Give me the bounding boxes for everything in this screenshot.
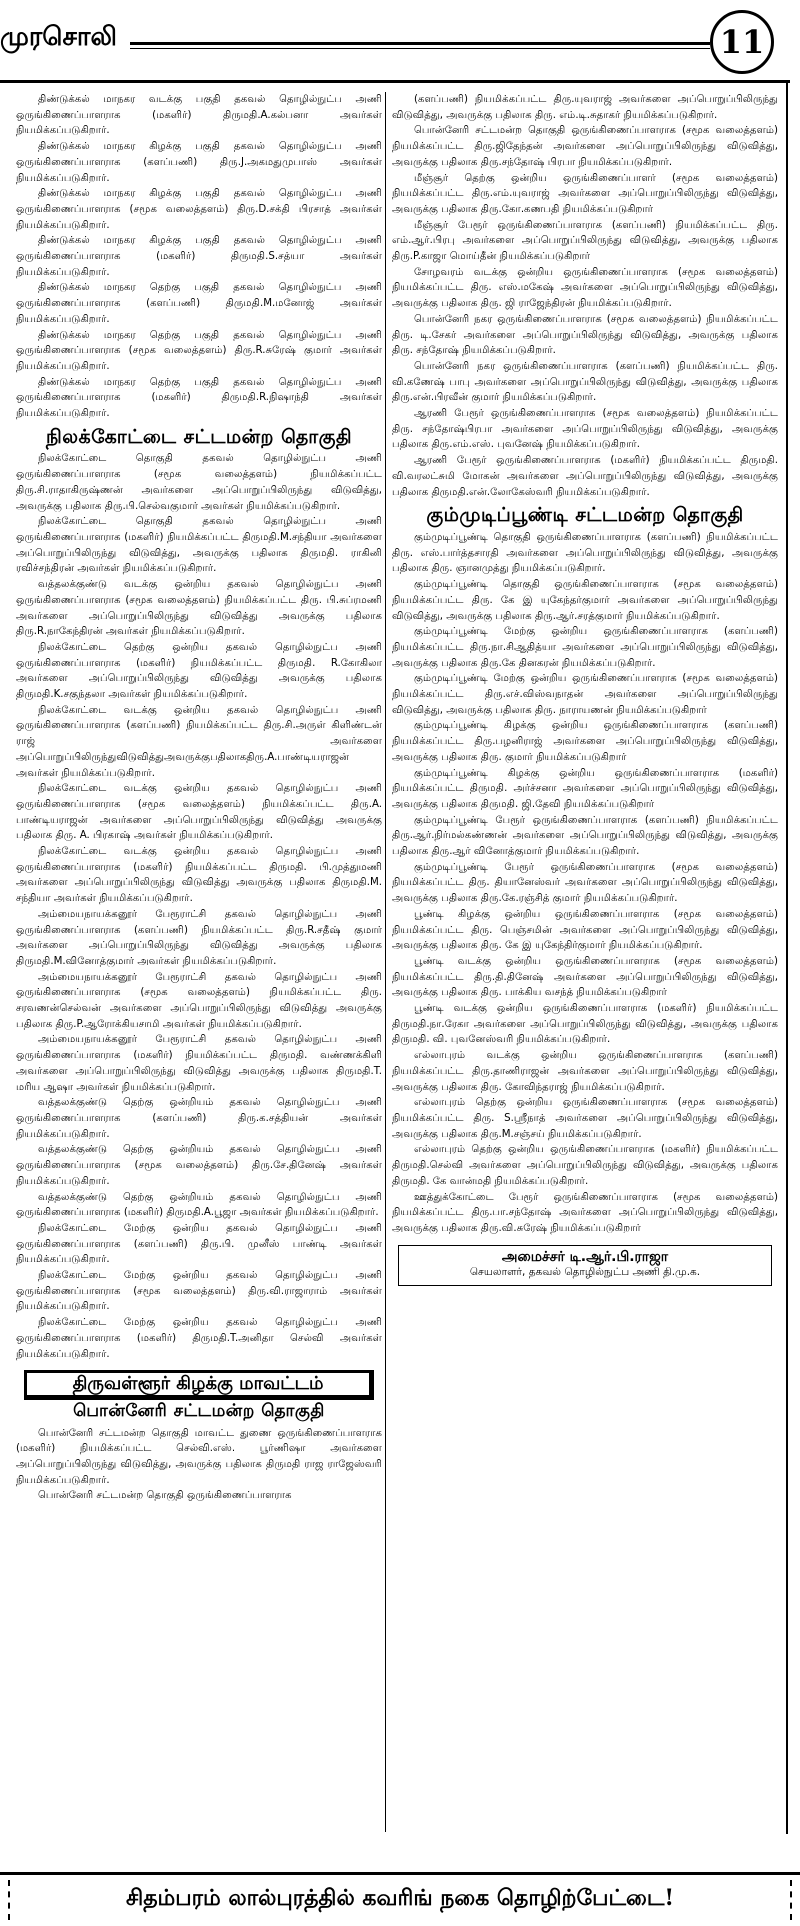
paragraph: கும்முடிப்பூண்டி தொகுதி ஒருங்கிணைப்பாளராக (சமூக வலைத்தளம்) நியமிக்கப்பட்ட திரு. கே இ யுகேந்தர்குமார் அவர்களை அப்பொறுப்பிலிருந்து விடுவித்து, அவருக்கு பதிலாக திரு.ஆர்.சரத்குமார் நியமிக்கப்படுகிறார். bbox=[392, 579, 778, 622]
paragraph: திண்டுக்கல் மாநகர கிழக்கு பகுதி தகவல் தொழில்நுட்ப அணி ஒருங்கிணைப்பாளராக (சமூக வலைத்தளம்) திரு.D.சக்தி பிரசாத் அவர்கள் நியமிக்கப்படுகிறார். bbox=[16, 188, 382, 231]
paragraph: வத்தலக்குண்டு தெற்கு ஒன்றியம் தகவல் தொழில்நுட்ப அணி ஒருங்கிணைப்பாளராக (களப்பணி) திரு.க.சத்தியன் அவர்கள் நியமிக்கப்படுகிறார். bbox=[16, 1097, 382, 1140]
paragraph: எல்லாபுரம் வடக்கு ஒன்றிய ஒருங்கிணைப்பாளராக (களப்பணி) நியமிக்கப்பட்ட திரு.தாணிராஜன் அவர்களை அப்பொறுப்பிலிருந்து விடுவித்து, அவருக்கு பதிலாக திரு. கோவிந்தராஜ் நியமிக்கப்படுகிறார். bbox=[392, 1050, 778, 1093]
page-header bbox=[0, 0, 800, 82]
paragraph: பொன்னேரி நகர ஒருங்கிணைப்பாளராக (சமூக வலைத்தளம்) நியமிக்கப்பட்ட திரு. டி.சேகர் அவர்களை அப்பொறுப்பிலிருந்து விடுவித்து, அவருக்கு பதிலாக திரு. சந்தோஷ் நியமிக்கப்படுகிறார். bbox=[392, 313, 778, 357]
signature-box bbox=[398, 1245, 772, 1286]
paragraph: பொன்னேரி சட்டமன்ற தொகுதி ஒருங்கிணைப்பாளராக (சமூக வலைத்தளம்) நியமிக்கப்பட்ட திரு.ஜிதேந்தன் அவர்களை அப்பொறுப்பிலிருந்து விடுவித்து, அவருக்கு பதிலாக திரு.சந்தோஷ் பிரபா நியமிக்கப்படுகிறார். bbox=[392, 125, 778, 168]
header-rule-thin bbox=[130, 48, 710, 49]
paragraph: நிலக்கோட்டை தொகுதி தகவல் தொழில்நுட்ப அணி ஒருங்கிணைப்பாளராக (மகளிர்) நியமிக்கப்பட்ட திருமதி.M.சந்தியா அவர்களை அப்பொறுப்பிலிருந்து விடுவித்து, அவருக்கு பதிலாக திருமதி. ராகினி ரவிச்சந்திரன் அவர்கள் நியமிக்கப்படுகிறார். bbox=[16, 516, 382, 575]
signature-name: அமைச்சர் டி.ஆர்.பி.ராஜா bbox=[501, 1248, 669, 1265]
paragraph: ஆரணி பேரூர் ஒருங்கிணைப்பாளராக (சமூக வலைத்தளம்) நியமிக்கப்பட்ட திரு. சந்தோஷ்பிரபா அவர்களை அப்பொறுப்பிலிருந்து விடுவித்து, அவருக்கு பதிலாக திரு.எம்.எஸ். புவனேஷ் நியமிக்கப்படுகிறார். bbox=[392, 408, 778, 451]
bottom-rule bbox=[0, 1872, 800, 1875]
page-number: 11 bbox=[710, 10, 774, 74]
right-column bbox=[392, 92, 778, 1286]
paragraph: நிலக்கோட்டை மேற்கு ஒன்றிய தகவல் தொழில்நுட்ப அணி ஒருங்கிணைப்பாளராக (சமூக வலைத்தளம்) திரு.வி.ராஜாராம் அவர்கள் நியமிக்கப்படுகிறார். bbox=[16, 1270, 382, 1313]
paragraph: மீஞ்சூர் தெற்கு ஒன்றிய ஒருங்கிணைப்பாளர் (சமூக வலைத்தளம்) நியமிக்கப்பட்ட திரு.எம்.யுவராஜ் அவர்களை அப்பொறுப்பிலிருந்து விடுவித்து, அவருக்கு பதிலாக திரு.கோ.கணபதி நியமிக்கப்படுகிறார் bbox=[392, 172, 778, 215]
paragraph: எல்லாபுரம் தெற்கு ஒன்றிய ஒருங்கிணைப்பாளராக (சமூக வலைத்தளம்) நியமிக்கப்பட்ட திரு. S.ஸ்ரீநாத் அவர்களை அப்பொறுப்பிலிருந்து விடுவித்து, அவருக்கு பதிலாக திரு.M.சஞ்சய் நியமிக்கப்படுகிறார். bbox=[392, 1097, 778, 1140]
paragraph: நிலக்கோட்டை மேற்கு ஒன்றிய தகவல் தொழில்நுட்ப அணி ஒருங்கிணைப்பாளராக (மகளிர்) திருமதி.T.அனிதா செல்வி அவர்கள் நியமிக்கப்படுகிறார். bbox=[16, 1317, 382, 1360]
paragraph: வத்தலக்குண்டு தெற்கு ஒன்றியம் தகவல் தொழில்நுட்ப அணி ஒருங்கிணைப்பாளராக (மகளிர்) திருமதி.A.பூஜா அவர்கள் நியமிக்கப்படுகிறார். bbox=[16, 1191, 382, 1219]
paragraph: எல்லாபுரம் தெற்கு ஒன்றிய ஒருங்கிணைப்பாளராக (மகளிர்) நியமிக்கப்பட்ட திருமதி.செல்வி அவர்களை அப்பொறுப்பிலிருந்து விடுவித்து, அவருக்கு பதிலாக திருமதி. கே வான்மதி நியமிக்கப்படுகிறார். bbox=[392, 1144, 778, 1187]
paragraph: பொன்னேரி சட்டமன்ற தொகுதி மாவட்ட துணை ஒருங்கிணைப்பாளராக (மகளிர்) நியமிக்கப்பட்ட செல்வி.எஸ். பூர்ணிஷா அவர்களை அப்பொறுப்பிலிருந்து விடுவித்து, அவருக்கு பதிலாக திருமதி ராஜ ராஜேஸ்வரி நியமிக்கப்படுகிறார். bbox=[16, 1427, 382, 1486]
paragraph: அம்மையநாயக்கனூர் பேரூராட்சி தகவல் தொழில்நுட்ப அணி ஒருங்கிணைப்பாளராக (களப்பணி) நியமிக்கப்பட்ட திரு.R.சதீஷ் குமார் அவர்களை அப்பொறுப்பிலிருந்து விடுவித்து அவருக்கு பதிலாக திருமதி.M.வினோத்குமார் அவர்கள் நியமிக்கப்படுகிறார். bbox=[16, 908, 382, 967]
paragraph: கும்முடிப்பூண்டி கிழக்கு ஒன்றிய ஒருங்கிணைப்பாளராக (மகளிர்) நியமிக்கப்பட்ட திருமதி. அர்ச்சனா அவர்களை அப்பொறுப்பிலிருந்து விடுவித்து, அவருக்கு பதிலாக திருமதி. ஜி.தேவி நியமிக்கப்படுகிறார் bbox=[392, 767, 778, 810]
paragraph: வத்தலக்குண்டு தெற்கு ஒன்றியம் தகவல் தொழில்நுட்ப அணி ஒருங்கிணைப்பாளராக (சமூக வலைத்தளம்) திரு.சே.தினேஷ் அவர்கள் நியமிக்கப்படுகிறார். bbox=[16, 1144, 382, 1187]
paragraph: ஆரணி பேரூர் ஒருங்கிணைப்பாளராக (மகளிர்) நியமிக்கப்பட்ட திருமதி. வி.வரலட்சுமி மோகன் அவர்களை அப்பொறுப்பிலிருந்து விடுவித்து, அவருக்கு பதிலாக திருமதி.என்.லோகேஸ்வரி நியமிக்கப்படுகிறார். bbox=[392, 455, 778, 498]
signature-role: செயலாளர், தகவல் தொழில்நுட்ப அணி தி.மு.க. bbox=[469, 1266, 701, 1279]
paragraph: திண்டுக்கல் மாநகர தெற்கு பகுதி தகவல் தொழில்நுட்ப அணி ஒருங்கிணைப்பாளராக (களப்பணி) திருமதி.M.மனோஜ் அவர்கள் நியமிக்கப்படுகிறார். bbox=[16, 282, 382, 325]
district-box: திருவள்ளூர் கிழக்கு மாவட்டம் bbox=[24, 1370, 374, 1400]
section-title-gummidipoondi: கும்முடிப்பூண்டி சட்டமன்ற தொகுதி bbox=[426, 504, 744, 527]
column-separator bbox=[385, 92, 386, 1832]
paragraph: அம்மையநாயக்கனூர் பேரூராட்சி தகவல் தொழில்நுட்ப அணி ஒருங்கிணைப்பாளராக (சமூக வலைத்தளம்) நியமிக்கப்பட்ட திரு. சரவணன்செல்வன் அவர்களை அப்பொறுப்பிலிருந்து விடுவித்து அவருக்கு பதிலாக திரு.P.ஆரோக்கியசாமி அவர்கள் நியமிக்கப்படுகிறார். bbox=[16, 971, 382, 1030]
section-title-nilakottai: நிலக்கோட்டை சட்டமன்ற தொகுதி bbox=[45, 425, 353, 448]
paragraph: சோழவரம் வடக்கு ஒன்றிய ஒருங்கிணைப்பாளராக (சமூக வலைத்தளம்) நியமிக்கப்பட்ட திரு. எஸ்.மகேஷ் அவர்களை அப்பொறுப்பிலிருந்து விடுவித்து, அவருக்கு பதிலாக திரு. ஜி ராஜேந்திரன் நியமிக்கப்படுகிறார். bbox=[392, 266, 778, 310]
paragraph: பூண்டி வடக்கு ஒன்றிய ஒருங்கிணைப்பாளராக (சமூக வலைத்தளம்) நியமிக்கப்பட்ட திரு.தி.தினேஷ் அவர்களை அப்பொறுப்பிலிருந்து விடுவித்து, அவருக்கு பதிலாக திரு. பாக்கிய வசந்த் நியமிக்கப்படுகிறார் bbox=[392, 955, 778, 999]
paragraph: பொன்னேரி நகர ஒருங்கிணைப்பாளராக (களப்பணி) நியமிக்கப்பட்ட திரு. வி.கணேஷ் பாபு அவர்களை அப்பொறுப்பிலிருந்து விடுவித்து, அவருக்கு பதிலாக திரு.என்.பிரவீன் குமார் நியமிக்கப்படுகிறார். bbox=[392, 360, 778, 404]
paragraph: பொன்னேரி சட்டமன்ற தொகுதி ஒருங்கிணைப்பாளராக bbox=[38, 1490, 292, 1502]
paragraph: கும்முடிப்பூண்டி பேரூர் ஒருங்கிணைப்பாளராக (சமூக வலைத்தளம்) நியமிக்கப்பட்ட திரு. தியானேஸ்வர் அவர்களை அப்பொறுப்பிலிருந்து விடுவித்து, அவருக்கு பதிலாக திரு.கே.ரஞ்சித் குமார் நியமிக்கப்படுகிறார். bbox=[392, 861, 778, 905]
paragraph: வத்தலக்குண்டு வடக்கு ஒன்றிய தகவல் தொழில்நுட்ப அணி ஒருங்கிணைப்பாளராக (சமூக வலைத்தளம்) நியமிக்கப்பட்ட திரு. பி.சுப்ரமணி அவர்களை அப்பொறுப்பிலிருந்து விடுவித்து அவருக்கு பதிலாக திரு.R.நாகேந்திரன் அவர்கள் நியமிக்கப்படுகிறார். bbox=[16, 579, 382, 638]
paragraph: திண்டுக்கல் மாநகர தெற்கு பகுதி தகவல் தொழில்நுட்ப அணி ஒருங்கிணைப்பாளராக (சமூக வலைத்தளம்) திரு.R.சுரேஷ் குமார் அவர்கள் நியமிக்கப்படுகிறார். bbox=[16, 329, 382, 372]
paragraph: அம்மையநாயக்கனூர் பேரூராட்சி தகவல் தொழில்நுட்ப அணி ஒருங்கிணைப்பாளராக (மகளிர்) நியமிக்கப்பட்ட திருமதி. வண்ணக்கிளி அவர்களை அப்பொறுப்பிலிருந்து விடுவித்து அவருக்கு பதிலாக திருமதி.T. மரிய ஆஷா அவர்கள் நியமிக்கப்படுகிறார். bbox=[16, 1034, 382, 1093]
left-column bbox=[16, 92, 382, 1504]
paragraph: பூண்டி வடக்கு ஒன்றிய ஒருங்கிணைப்பாளராக (மகளிர்) நியமிக்கப்பட்ட திருமதி.நா.ரேகா அவர்களை அப்பொறுப்பிலிருந்து விடுவித்து, அவருக்கு பதிலாக திருமதி. வி. புவனேஸ்வரி நியமிக்கப்படுகிறார். bbox=[392, 1003, 778, 1046]
paragraph: திண்டுக்கல் மாநகர கிழக்கு பகுதி தகவல் தொழில்நுட்ப அணி ஒருங்கிணைப்பாளராக (களப்பணி) திரு.J.அகமதுமுபாஸ் அவர்கள் நியமிக்கப்படுகிறார். bbox=[16, 141, 382, 184]
left-mid-paragraphs bbox=[16, 451, 382, 1362]
paragraph: திண்டுக்கல் மாநகர தெற்கு பகுதி தகவல் தொழில்நுட்ப அணி ஒருங்கிணைப்பாளராக (மகளிர்) திருமதி.R.நிஷாந்தி அவர்கள் நியமிக்கப்படுகிறார். bbox=[16, 376, 382, 420]
footer-headline: சிதம்பரம் லால்புரத்தில் கவரிங் நகை தொழிற்பேட்டை! bbox=[125, 1885, 674, 1911]
right-bottom-paragraphs bbox=[392, 530, 778, 1237]
paragraph: கும்முடிப்பூண்டி மேற்கு ஒன்றிய ஒருங்கிணைப்பாளராக (களப்பணி) நியமிக்கப்பட்ட திரு.நா.சிஆதித்யா அவர்களை அப்பொறுப்பிலிருந்து விடுவித்து, அவருக்கு பதிலாக திரு.கே தினகரன் நியமிக்கப்படுகிறார். bbox=[392, 626, 778, 669]
paragraph: பூண்டி கிழக்கு ஒன்றிய ஒருங்கிணைப்பாளராக (சமூக வலைத்தளம்) நியமிக்கப்பட்ட திரு. பெஞ்சமின் அவர்களை அப்பொறுப்பிலிருந்து விடுவித்து, அவருக்கு பதிலாக திரு. கே இ யுகேந்திர்குமார் நியமிக்கப்படுகிறார். bbox=[392, 908, 778, 952]
paragraph: நிலக்கோட்டை தெற்கு ஒன்றிய தகவல் தொழில்நுட்ப அணி ஒருங்கிணைப்பாளராக (மகளிர்) நியமிக்கப்பட்ட திருமதி. R.கோகிலா அவர்களை அப்பொறுப்பிலிருந்து விடுவித்து அவருக்கு பதிலாக திருமதி.K.சகுந்தலா அவர்கள் நியமிக்கப்படுகிறார். bbox=[16, 641, 382, 701]
paragraph: நிலக்கோட்டை மேற்கு ஒன்றிய தகவல் தொழில்நுட்ப அணி ஒருங்கிணைப்பாளராக (களப்பணி) திரு.பி. முனீஸ் பாண்டி அவர்கள் நியமிக்கப்படுகிறார். bbox=[16, 1222, 382, 1266]
paragraph: நிலக்கோட்டை வடக்கு ஒன்றிய தகவல் தொழில்நுட்ப அணி ஒருங்கிணைப்பாளராக (களப்பணி) நியமிக்கப்பட்ட திரு.சி.அருள் கிளிண்டன் ராஜ் அவர்களை அப்பொறுப்பிலிருந்துவிடுவித்துஅவருக்குபதிலாகதிரு.A.பாண்டியராஜன் அவர்கள் நியமிக்கப்படுகிறார். bbox=[16, 704, 382, 779]
paragraph: திண்டுக்கல் மாநகர கிழக்கு பகுதி தகவல் தொழில்நுட்ப அணி ஒருங்கிணைப்பாளராக (மகளிர்) திருமதி.S.சத்யா அவர்கள் நியமிக்கப்படுகிறார். bbox=[16, 235, 382, 278]
header-rule bbox=[130, 42, 710, 45]
paragraph: நிலக்கோட்டை தொகுதி தகவல் தொழில்நுட்ப அணி ஒருங்கிணைப்பாளராக (சமூக வலைத்தளம்) நியமிக்கப்பட்ட திரு.சி.ராதாகிருஷ்ணன் அவர்களை அப்பொறுப்பிலிருந்து விடுவித்து, அவருக்கு பதிலாக திரு.பி.செல்வகுமார் அவர்கள் நியமிக்கப்படுகிறார். bbox=[16, 453, 382, 512]
left-top-paragraphs bbox=[16, 92, 382, 422]
paragraph: நிலக்கோட்டை வடக்கு ஒன்றிய தகவல் தொழில்நுட்ப அணி ஒருங்கிணைப்பாளராக (மகளிர்) நியமிக்கப்பட்ட திருமதி. பி.முத்துமணி அவர்களை அப்பொறுப்பிலிருந்து விடுவித்து அவருக்கு பதிலாக திருமதி.M. சந்தியா அவர்கள் நியமிக்கப்படுகிறார். bbox=[16, 846, 382, 905]
paragraph: கும்முடிப்பூண்டி கிழக்கு ஒன்றிய ஒருங்கிணைப்பாளராக (களப்பணி) நியமிக்கப்பட்ட திரு.பழனிராஜ் அவர்களை அப்பொறுப்பிலிருந்து விடுவித்து, அவருக்கு பதிலாக திரு. குமார் நியமிக்கப்படுகிறார் bbox=[392, 720, 778, 763]
paragraph: திண்டுக்கல் மாநகர வடக்கு பகுதி தகவல் தொழில்நுட்ப அணி ஒருங்கிணைப்பாளராக (மகளிர்) திருமதி.A.கல்பனா அவர்கள் நியமிக்கப்படுகிறார். bbox=[16, 94, 382, 137]
paragraph: நிலக்கோட்டை வடக்கு ஒன்றிய தகவல் தொழில்நுட்ப அணி ஒருங்கிணைப்பாளராக (சமூக வலைத்தளம்) நியமிக்கப்பட்ட திரு.A. பாண்டியராஜன் அவர்களை அப்பொறுப்பிலிருந்து விடுவித்து அவருக்கு பதிலாக திரு. A. பிரகாஷ் அவர்கள் நியமிக்கப்படுகிறார். bbox=[16, 783, 382, 842]
masthead: முரசொலி bbox=[0, 22, 117, 52]
left-bottom-paragraphs bbox=[16, 1426, 382, 1505]
paragraph: (களப்பணி) நியமிக்கப்பட்ட திரு.யுவராஜ் அவர்களை அப்பொறுப்பிலிருந்து விடுவித்து, அவருக்கு பதிலாக திரு. எம்.டி.சுதாகர் நியமிக்கப்படுகிறார். bbox=[392, 94, 778, 121]
right-top-paragraphs bbox=[392, 92, 778, 500]
section-title-ponneri: பொன்னேரி சட்டமன்ற தொகுதி bbox=[73, 1400, 325, 1421]
right-border bbox=[786, 82, 788, 1834]
paragraph: மீஞ்சூர் பேரூர் ஒருங்கிணைப்பாளராக (களப்பணி) நியமிக்கப்பட்ட திரு. எம்.ஆர்.பிரபு அவர்களை அப்பொறுப்பிலிருந்து விடுவித்து, அவருக்கு பதிலாக திரு.P.காஜா மொய்தீன் நியமிக்கப்படுகிறார் bbox=[392, 219, 778, 263]
paragraph: கும்முடிப்பூண்டி மேற்கு ஒன்றிய ஒருங்கிணைப்பாளராக (சமூக வலைத்தளம்) நியமிக்கப்பட்ட திரு.எச்.விஸ்வநாதன் அவர்களை அப்பொறுப்பிலிருந்து விடுவித்து, அவருக்கு பதிலாக திரு. நாராயணன் நியமிக்கப்படுகிறார் bbox=[392, 673, 778, 716]
paragraph: கும்முடிப்பூண்டி தொகுதி ஒருங்கிணைப்பாளராக (களப்பணி) நியமிக்கப்பட்ட திரு. எஸ்.பார்த்தசாரதி அவர்களை அப்பொறுப்பிலிருந்து விடுவித்து, அவருக்கு பதிலாக திரு. ஞானமுத்து நியமிக்கப்படுகிறார். bbox=[392, 531, 778, 575]
paragraph: ஊத்துக்கோட்டை பேரூர் ஒருங்கிணைப்பாளராக (சமூக வலைத்தளம்) நியமிக்கப்பட்ட திரு.பா.சந்தோஷ் அவர்களை அப்பொறுப்பிலிருந்து விடுவித்து, அவருக்கு பதிலாக திரு.வி.சுரேஷ் நியமிக்கப்படுகிறார் bbox=[392, 1191, 778, 1234]
paragraph: கும்முடிப்பூண்டி பேரூர் ஒருங்கிணைப்பாளராக (களப்பணி) நியமிக்கப்பட்ட திரு.ஆர்.நிர்மல்கண்ணன் அவர்களை அப்பொறுப்பிலிருந்து விடுவித்து, அவருக்கு பதிலாக திரு.ஆர் வினோத்குமார் நியமிக்கப்படுகிறார். bbox=[392, 814, 778, 858]
